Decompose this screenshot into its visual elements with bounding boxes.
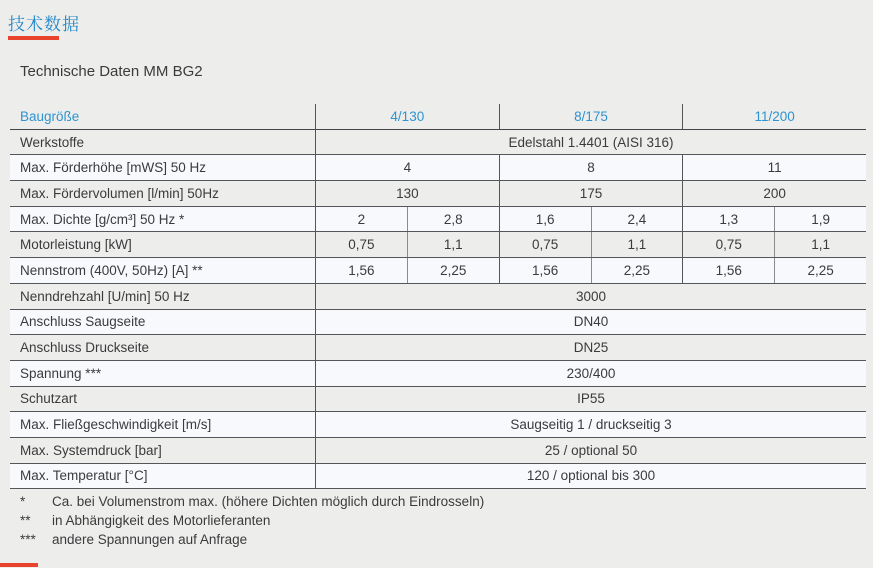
footnote-text: Ca. bei Volumenstrom max. (höhere Dichten möglich durch Eindrosseln) (52, 494, 485, 509)
value-cell: 2,25 (774, 258, 866, 283)
row-label: Max. Temperatur [°C] (20, 468, 148, 484)
value-cell: 1,6 (499, 207, 591, 232)
technical-data-table (10, 104, 866, 489)
row-label: Max. Fließgeschwindigkeit [m/s] (20, 417, 212, 433)
table-row (10, 387, 866, 413)
section-title-underline (8, 36, 59, 40)
row-label: Nennstrom (400V, 50Hz) [A] ** (20, 262, 203, 278)
value-cell: 230/400 (315, 361, 866, 386)
value-cell: 120 / optional bis 300 (315, 464, 866, 489)
table-row (10, 181, 866, 207)
value-cell: 2,25 (591, 258, 683, 283)
value-cell: 2,4 (591, 207, 683, 232)
value-cell: DN25 (315, 335, 866, 360)
value-cell: 2 (315, 207, 407, 232)
table-row (10, 335, 866, 361)
value-cell: 1,56 (315, 258, 407, 283)
value-cell: Edelstahl 1.4401 (AISI 316) (315, 130, 866, 155)
table-row (10, 438, 866, 464)
table-row (10, 361, 866, 387)
footnote (20, 511, 484, 530)
row-label: Motorleistung [kW] (20, 237, 132, 253)
column-header: 8/175 (499, 104, 683, 129)
value-cell: 4 (315, 155, 499, 180)
footnote-marker: * (20, 494, 26, 509)
footnotes (20, 492, 484, 549)
table-row (10, 310, 866, 336)
value-cell: 2,8 (407, 207, 499, 232)
footnote (20, 530, 484, 549)
table-row (10, 207, 866, 233)
value-cell: 1,1 (591, 232, 683, 257)
value-cell: 200 (682, 181, 866, 206)
table-row (10, 232, 866, 258)
value-cell: 25 / optional 50 (315, 438, 866, 463)
table-row (10, 284, 866, 310)
value-cell: 0,75 (315, 232, 407, 257)
table-header-row (10, 104, 866, 130)
section-title: 技术数据 (8, 15, 80, 34)
footnote-text: in Abhängigkeit des Motorlieferanten (52, 513, 271, 528)
row-label: Max. Systemdruck [bar] (20, 442, 162, 458)
row-label: Max. Fördervolumen [l/min] 50Hz (20, 185, 219, 201)
value-cell: 1,1 (407, 232, 499, 257)
table-row (10, 155, 866, 181)
value-cell: 2,25 (407, 258, 499, 283)
value-cell: 0,75 (499, 232, 591, 257)
row-label: Anschluss Druckseite (20, 340, 150, 356)
table-row (10, 412, 866, 438)
column-header: 11/200 (682, 104, 866, 129)
table-row (10, 464, 866, 490)
value-cell: 0,75 (682, 232, 774, 257)
table-row (10, 258, 866, 284)
value-cell: 130 (315, 181, 499, 206)
footnote-marker: ** (20, 513, 31, 528)
footnote-marker: *** (20, 532, 36, 547)
row-label: Baugröße (20, 108, 80, 124)
value-cell: DN40 (315, 310, 866, 335)
row-label: Spannung *** (20, 365, 102, 381)
row-label: Werkstoffe (20, 134, 85, 150)
row-label: Anschluss Saugseite (20, 314, 146, 330)
row-label: Nenndrehzahl [U/min] 50 Hz (20, 288, 190, 304)
value-cell: Saugseitig 1 / druckseitig 3 (315, 412, 866, 437)
footnote-text: andere Spannungen auf Anfrage (52, 532, 248, 547)
value-cell: 1,56 (499, 258, 591, 283)
value-cell: 175 (499, 181, 683, 206)
value-cell: 1,56 (682, 258, 774, 283)
value-cell: IP55 (315, 387, 866, 412)
value-cell: 3000 (315, 284, 866, 309)
next-section-underline (0, 563, 38, 567)
row-label: Max. Dichte [g/cm³] 50 Hz * (20, 211, 185, 227)
value-cell: 11 (682, 155, 866, 180)
column-header: 4/130 (315, 104, 499, 129)
value-cell: 1,3 (682, 207, 774, 232)
value-cell: 1,9 (774, 207, 866, 232)
table-title: Technische Daten MM BG2 (20, 63, 203, 80)
footnote (20, 492, 484, 511)
row-label: Max. Förderhöhe [mWS] 50 Hz (20, 160, 207, 176)
row-label: Schutzart (20, 391, 78, 407)
value-cell: 1,1 (774, 232, 866, 257)
table-row (10, 130, 866, 156)
value-cell: 8 (499, 155, 683, 180)
